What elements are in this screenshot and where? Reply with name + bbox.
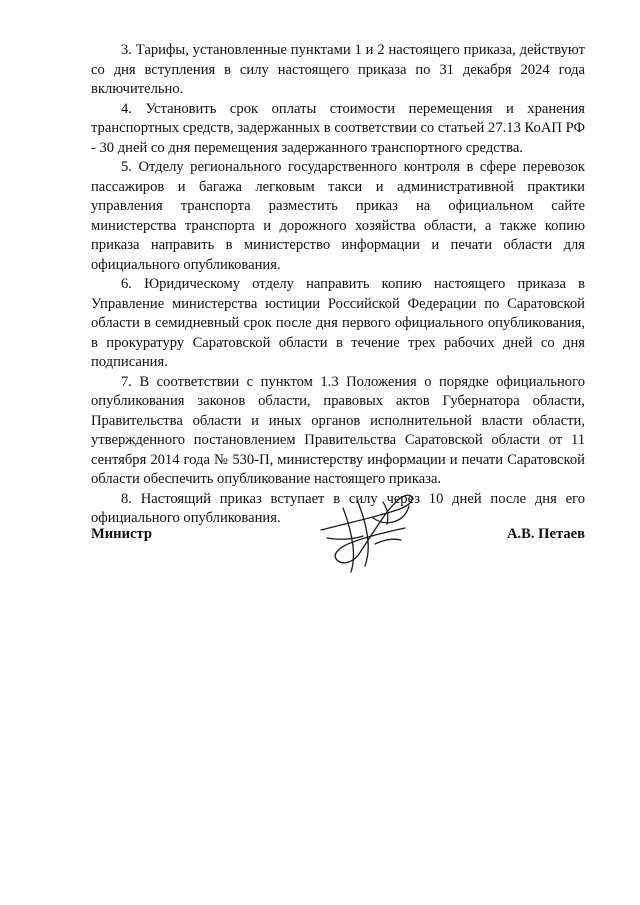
- paragraph-7: 7. В соответствии с пунктом 1.3 Положения о порядке официального опубликования законов области, правовых актов Губернатора области, Правительства области и иных органов исполнительной власти области, утвержденного постановлением Правительства Саратовской области от 11 сентября 2014 года № 530-П, министерству информации и печати Саратовской области обеспечить опубликование настоящего приказа.: [91, 373, 585, 487]
- document-body: [91, 41, 585, 529]
- paragraph-4: 4. Установить срок оплаты стоимости перемещения и хранения транспортных средств, задержанных в соответствии со статьей 27.13 КоАП РФ - 30 дней со дня перемещения задержанного транспортного средства.: [91, 100, 585, 156]
- signature-block: [91, 488, 585, 578]
- paragraph-3: 3. Тарифы, установленные пунктами 1 и 2 настоящего приказа, действуют со дня вступления в силу настоящего приказа по 31 декабря 2024 года включительно.: [91, 42, 585, 97]
- signatory-title: Министр: [91, 526, 152, 542]
- handwritten-signature-icon: [313, 488, 423, 574]
- paragraph-5: 5. Отделу регионального государственного контроля в сфере перевозок пассажиров и багажа легковым такси и административной практики управления транспорта разместить приказ на официальном сайте министерства транспорта и дорожного хозяйства области, а также копию приказа направить в министерство информации и печати области для официального опубликования.: [91, 159, 585, 273]
- signatory-name: А.В. Петаев: [506, 526, 585, 542]
- paragraph-6: 6. Юридическому отделу направить копию настоящего приказа в Управление министерства юстиции Российской Федерации по Саратовской области в семидневный срок после дня первого официального опубликования, в прокуратуру Саратовской области в течение трех рабочих дней со дня подписания.: [91, 276, 585, 370]
- paragraph-8: 8. Настоящий приказ вступает в силу через 10 дней после дня его официального опубликования.: [91, 490, 585, 526]
